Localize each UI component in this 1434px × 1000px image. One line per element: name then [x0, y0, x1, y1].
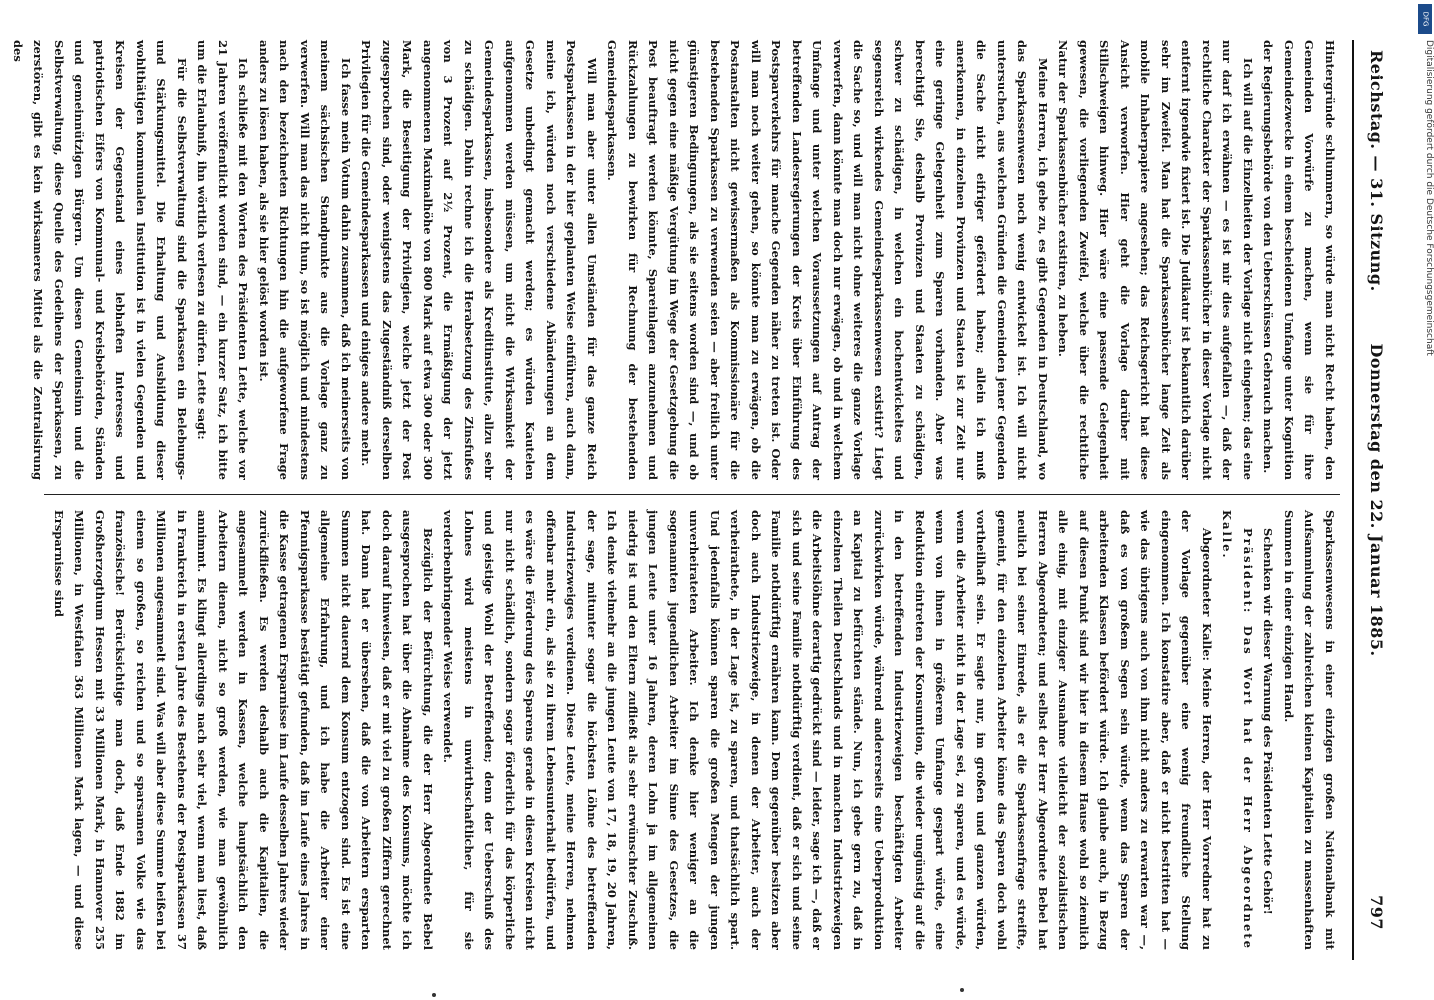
- header-date: Donnerstag den 22. Januar 1885.: [1367, 343, 1386, 657]
- paragraph: Ich schließe mit den Worten des Präsidenten Lette, welche vor 21 Jahren veröffentlicht worden sind, — ein kurzer Satz, ich bitte um die Erlaubniß, ihn wörtlich verlesen zu dürfen. Lette sagt:: [195, 40, 251, 480]
- paragraph: Ich fasse mein Votum dahin zusammen, daß ich meinerseits von meinem sächsischen Standpunkte aus die Vorlage ganz zu verwerfen. Will man das nicht thun, so ist möglich und mindestens nach den bezeichneten Richtungen hin die aufgeworfene Frage anders zu lösen haben, als sie hier gelöst worden ist.: [257, 40, 353, 480]
- speech-paragraph: Abgeordneter Kalle: Meine Herren, der Herr Vorredner hat zu der Vorlage gegenüber eine wenig freundliche Stellung eingenommen. Ich konstatire aber, daß er nicht bestritten hat — wie das übrigens auch von ihm nicht anders zu erwarten war —, daß es von großem Segen sein würde, wenn das Sparen der arbeitenden Klassen befördert würde. Ich glaube auch, in Bezug auf diesen Punkt sind wir hier in diesem Hause wohl so ziemlich alle einig, mit einziger Ausnahme vielleicht der sozialistischen Herren Abgeordneten; und selbst der Herr Abgeordnete Bebel hat neulich bei seiner Einrede, als er die Sparkassenfrage streifte, gemeint, für den einzelnen Arbeiter könne das Sparen doch wohl vortheilhaft sein. Er sagte nur, im großen und ganzen würden, wenn die Arbeiter nicht in der Lage sei, zu sparen, und es würde, wenn von ihnen in größerem Umfange gespart würde, eine Reduktion eintreten der Konsumtion, die wieder ungünstig auf die in den betreffenden Industriezweigen beschäftigten Arbeiter zurückwirken würde, während andererseits eine Ueberproduktion an Kapital zu befürchten stände. Nun, ich gebe gern zu, daß in einzelnen Theilen Deutschlands und in manchen Industriezweigen die Arbeitslöhne derartig gedrückt sind — leider, sage ich —, daß er sich und seine Familie nothdürftig verdient, daß er sich und seine Familie nothdürftig ernähren kann. Dem gegenüber besitzen aber doch auch Industriezweige, in denen der Arbeiter, auch der verheirathete, in der Lage ist, zu sparen, und thatsächlich spart. Und jedenfalls können sparen die großen Mengen der jungen unverheirateten Arbeiter. Ich denke hier weniger an die sogenannten jugendlichen Arbeiter im Sinne des Gesetzes, die jungen Leute unter 16 Jahren, deren Lohn ja im allgemeinen niedrig ist und den Eltern zufließt als sehr erwünschter Zuschuß. Ich denke vielmehr an die jungen Leute von 17, 18, 19, 20 Jahren, der sage, mitunter sogar die höchsten Löhne des betreffenden Industriezweiges verdienen. Diese Leute, meine Herren, nehmen offenbar mehr ein, als sie zu ihrem Lebensunterhalt bedürfen, und es wäre die Förderung des Sparens gerade in diesen Kreisen nicht nur nicht schädlich, sondern sogar förderlich für das körperliche und geistige Wohl der Betreffenden; denn der Ueberschuß des Lohnes wird meistens in unwirthschaftlicher, für sie verderbenbringender Weise verwendet.: [441, 510, 1214, 950]
- dfg-logo: DFG: [1418, 4, 1432, 34]
- paragraph: Hintergründe schlummern, so würde man nicht Recht haben, den Gemeinden Vorwürfe zu machen, wenn sie für ihre Gemeindezwecke in einem bescheidenen Umfange unter Kognition der Regierungsbehörde von den Ueberschüssen Gebrauch machen.: [1261, 40, 1337, 480]
- text-column-right: [44, 510, 1340, 950]
- header-divider: [1352, 40, 1354, 960]
- newspaper-page: [11, 30, 1402, 970]
- column-divider: [44, 494, 1340, 495]
- paragraph: Ich will auf die Einzelheiten der Vorlage nicht eingehen; das eine nur darf ich erwähnen — es ist mir dies aufgefallen —, daß der rechtliche Charakter der Sparkassenbücher in dieser Vorlage nicht entfernt irgendwie fixiert ist. Die Judikatur ist bekanntlich darüber sehr im Zweifel. Man hat die Sparkassenbücher lange Zeit als mobile Inhaberpapiere angesehen; das Reichsgericht hat diese Ansicht verworfen. Hier geht die Vorlage darüber mit Stillschweigen hinweg. Hier wäre eine passende Gelegenheit gewesen, die vorliegenden Zweifel, welche über die rechtliche Natur der Sparkassenbücher existiren, zu heben.: [1056, 40, 1255, 480]
- quotation: Für die Selbstverwaltung sind die Sparkassen ein Belebungs- und Stärkungsmittel. Die Erhaltung und Ausbildung dieser wohlthätigen kommunalen Institution ist in vielen Gegenden und Kreisen der Gegenstand eines lebhaften Interesses und patriotischen Eifers von Kommunal- und Kreisbehörden, Ständen und gemeinnützigen Bürgern. Um diesen Gemeinsinn und die Selbstverwaltung, diese Quelle des Gedeihens der Sparkassen, zu zerstören, gibt es kein wirksameres Mittel als die Zentralisirung des: [11, 40, 189, 480]
- digitization-watermark: [1418, 40, 1434, 600]
- page-header: [1362, 30, 1392, 970]
- quotation: Sparkassenwesens in einer einzigen großen Nationalbank mit Aufsammlung der zahlreichen kleinen Kapitalien zu massenhaften Summen in einer einzigen Hand.: [1282, 510, 1337, 950]
- page-number: 797: [1367, 895, 1386, 930]
- paragraph: Will man aber unter allen Umständen für das ganze Reich Postsparkassen in der hier geplanten Weise einführen, auch dann, meine ich, würden noch verschiedene Abänderungen an dem Gesetze unbedingt gemacht werden; es würden Kautelen aufgenommen werden müssen, um nicht die Wirksamkeit der Gemeindesparkassen, insbesondere als Kreditinstitute, allzu sehr zu schädigen. Dahin rechne ich die Herabsetzung des Zinsfußes von 3 Prozent auf 2½ Prozent, die Ermäßigung der jetzt angenommenen Maximalhöhe von 800 Mark auf etwa 300 oder 300 Mark, die Beseitigung der Privilegien, welche jetzt der Post zugesprochen sind, oder wenigstens das Zugeständniß derselben Privilegien für die Gemeindesparkassen und einiges andere mehr.: [359, 40, 599, 480]
- speech-paragraph: Bezüglich der Befürchtung, die der Herr Abgeordnete Bebel ausgesprochen hat über die Abnahme des Konsums, möchte ich doch darauf hinweisen, daß er mit viel zu großen Ziffern gerechnet hat. Dann hat er übersehen, daß die von Arbeitern ersparten Summen nicht dauernd dem Konsum entzogen sind. Es ist eine allgemeine Erfahrung, und ich habe die Arbeiter einer Pfennigsparkasse bestätigt gefunden, daß im Laufe eines Jahres in die Kasse getragenen Ersparnisse im Laufe desselben Jahres wieder zurückfließen. Es werden deshalb auch die Kapitalien, die angesammelt werden in Kassen, welche hauptsächlich den Arbeitern dienen, nicht so groß werden, wie man gewöhnlich annimmt. Es klingt allerdings nach sehr viel, wenn man liest, daß in Frankreich in ersten Jahre des Bestehens der Postsparkassen 37 Millionen angesammelt sind. Was will aber diese Summe heißen bei einem so großen, so reichen und so sparsamen Volke wie das französische! Berücksichtige man doch, daß Ende 1882 im Großherzogthum Hessen mit 33 Millionen Mark, in Hannover 255 Millionen, in Westfalen 363 Millionen Mark lagen, — und diese Ersparnisse sind: [52, 510, 435, 950]
- watermark-text: Digitalisierung gefördert durch die Deutsche Forschungsgemeinschaft: [1424, 40, 1434, 356]
- scan-speck: [960, 988, 964, 992]
- paragraph: Meine Herren, ich gebe zu, es gibt Gegenden in Deutschland, wo das Sparkassenwesen noch wenig entwickelt ist. Ich will nicht untersuchen, aus welchen Gründen die Gemeinden jener Gegenden die Sache nicht eifriger gefördert haben; allein ich muß anerkennen, in einzelnen Provinzen und Staaten ist zur Zeit nur eine geringe Gelegenheit zum Sparen vorhanden. Aber was berechtigt Sie, deshalb Provinzen und Staaten zu schädigen, schwer zu schädigen, in welchen ein hochentwickeltes und segensreich wirkendes Gemeindesparkassenwesen existirt? Liegt die Sache so, und will man nicht ohne weiteres die ganze Vorlage verwerfen, dann könnte man doch nur erwägen, ob und in welchem Umfange und unter welchen Voraussetzungen auf Antrag der betreffenden Landesregierungen der Kreis über Einführung des Postsparverkehrs für manche Gegenden näher zu treten ist. Oder will man noch weiter gehen, so könnte man zu erwägen, ob die Postanstalten nicht gewissermaßen als Kommissionäre für die bestehenden Sparkassen zu verwenden seien — aber freilich unter günstigeren Bedingungen, als sie seitens worden sind —, und ob nicht gegen eine mäßige Vergütung im Wege der Gesetzgebung die Post beauftragt werden könnte, Spareinlagen anzunehmen und Rückzahlungen zu bewirken für Rechnung der bestehenden Gemeindesparkassen.: [605, 40, 1050, 480]
- text-column-left: [11, 40, 1340, 480]
- header-section-title: Reichstag. — 31. Sitzung.: [1367, 50, 1386, 292]
- scan-speck: [432, 993, 436, 997]
- paragraph: Schenken wir dieser Warnung des Präsidenten Lette Gehör!: [1261, 528, 1276, 915]
- speaker-line: Präsident: Das Wort hat der Herr Abgeordnete Kalle.: [1220, 510, 1255, 950]
